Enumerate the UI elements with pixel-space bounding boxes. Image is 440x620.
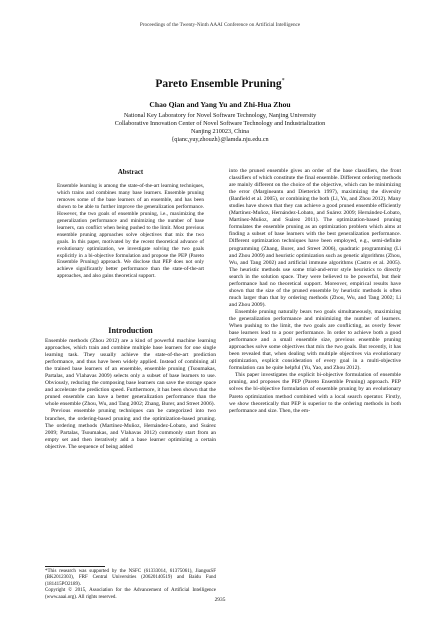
author-list: Chao Qian and Yang Yu and Zhi-Hua Zhou [149,100,291,109]
abstract-body [57,183,204,280]
right-paragraph-3: This paper investigates the explicit bi-objective formulation of ensemble pruning, and proposes the PEP (Pareto Ensemble Pruning) approach. PEP solves the bi-objective formulation of ensemble pruning by an evolutionary Pareto optimization method combined with a local search operator. Firstly, we show theoretically that PEP is superior to the ordering methods in both performance and size. Then, the em- [229,372,401,414]
footnote-rule [45,566,105,567]
paper-title [0,78,440,90]
right-paragraph-1: into the pruned ensemble gives an order of the base classifiers, the front classifiers of which constitute the final ensemble. Different ordering methods are mainly different on the choice of the objective, which can be minimizing the error (Margineantu and Dietterich 1997), maximizing the diversity (Banfield et al. 2005), or combining the both (Li, Yu, and Zhou 2012). Many studies have shown that they can achieve a good pruned ensemble efficiently (Martínez-Muñoz, Hernández-Lobato, and Suárez 2009; Hernández-Lobato, Martínez-Muñoz, and Suárez 2011). The optimization-based pruning formulates the ensemble pruning as an optimization problem which aims at finding a subset of base learners with the best generalization performance. Different optimization techniques have been employed, e.g., semi-definite programming (Zhang, Burer, and Street 2006), quadratic programming (Li and Zhou 2009) and heuristic optimization such as genetic algorithms (Zhou, Wu, and Tang 2002) and artificial immune algorithms (Castro et al. 2005). The heuristic methods use some trial-and-error style heuristics to directly search in the solution space. They were believed to be powerful, but their performance had no theoretical support. Moreover, empirical results have shown that the size of the pruned ensemble by heuristic methods is often much larger than that by ordering methods (Zhou, Wu, and Tang 2002; Li and Zhou 2009). [229,168,401,308]
page-number: 2935 [214,597,226,603]
author-emails: {qianc,yuy,zhouzh}@lamda.nju.edu.cn [171,136,269,143]
abstract-text: Ensemble learning is among the state-of-the-art learning techniques, which trains and combines many base learners. Ensemble pruning removes some of the base learners of an ensemble, and has been shown to be able to further improve the generalization performance. However, the two goals of ensemble pruning, i.e., maximizing the generalization performance and minimizing the number of base learners, can conflict when being pushed to the limit. Most previous ensemble pruning approaches solve objectives that mix the two goals. In this paper, motivated by the recent theoretical advance of evolutionary optimization, we investigate solving the two goals explicitly in a bi-objective formulation and propose the PEP (Pareto Ensemble Pruning) approach. We disclose that PEP does not only achieve significantly better performance than the state-of-the-art approaches, and also gains theoretical support. [57,183,204,280]
funding-footnote: *This research was supported by the NSFC (61333014, 61375061), JiangsuSF (BK2012303), FRF Central Universities (20620140519) and Baidu Fund (181415PO2189). [45,569,216,587]
affiliation-address: Nanjing 210023, China [191,128,249,135]
right-paragraph-2: Ensemble pruning naturally bears two goals simultaneously, maximizing the generalization performance and minimizing the number of learners. When pushing to the limit, the two goals are conflicting, as overly fewer base learners lead to a poor performance. In order to achieve both a good performance and a small ensemble size, previous ensemble pruning approaches solve some objectives that mix the two goals. But recently, it has been revealed that, when dealing with multiple objectives via evolutionary optimization, explicit consideration of every goal in a multi-objective formulation can be quite helpful (Yu, Yao, and Zhou 2012). [229,308,401,372]
affiliation-lab: National Key Laboratory for Novel Software Technology, Nanjing University [123,112,317,119]
abstract-heading: Abstract [117,169,144,176]
introduction-heading: Introduction [108,326,153,335]
copyright-notice: Copyright © 2015, Association for the Advancement of Artificial Intelligence (www.aaai.org). All rights reserved. [45,588,216,600]
introduction-body [45,338,216,451]
title-footnote-mark: * [281,78,285,85]
proceedings-header: Proceedings of the Twenty-Ninth AAAI Conference on Artificial Intelligence [139,22,301,28]
right-column-body [229,168,401,415]
affiliation-center: Collaborative Innovation Center of Novel Software Technology and Industrialization [114,120,326,127]
intro-paragraph-2: Previous ensemble pruning techniques can be categorized into two branches, the ordering-based pruning and the optimization-based pruning. The ordering methods (Martínez-Muñoz, Hernández-Lobato, and Suárez 2009; Partalas, Tsoumakas, and Vlahavas 2012) commonly start from an empty set and then iteratively add a base learner optimizing a certain objective. The sequence of being added [45,408,216,450]
paper-title-text: Pareto Ensemble Pruning [155,78,282,90]
intro-paragraph-1: Ensemble methods (Zhou 2012) are a kind of powerful machine learning approaches, which train and combine multiple base learners for one single learning task. They usually achieve the state-of-the-art prediction performance, and thus have been widely applied. Instead of combining all the trained base learners of an ensemble, ensemble pruning (Tsoumakas, Partalas, and Vlahavas 2009) selects only a subset of base learners to use. Obviously, reducing the composing base learners can save the storage space and accelerate the prediction speed. Furthermore, it has been shown that the pruned ensemble can have a better generalization performance than the whole ensemble (Zhou, Wu, and Tang 2002; Zhang, Burer, and Street 2006). [45,338,216,408]
